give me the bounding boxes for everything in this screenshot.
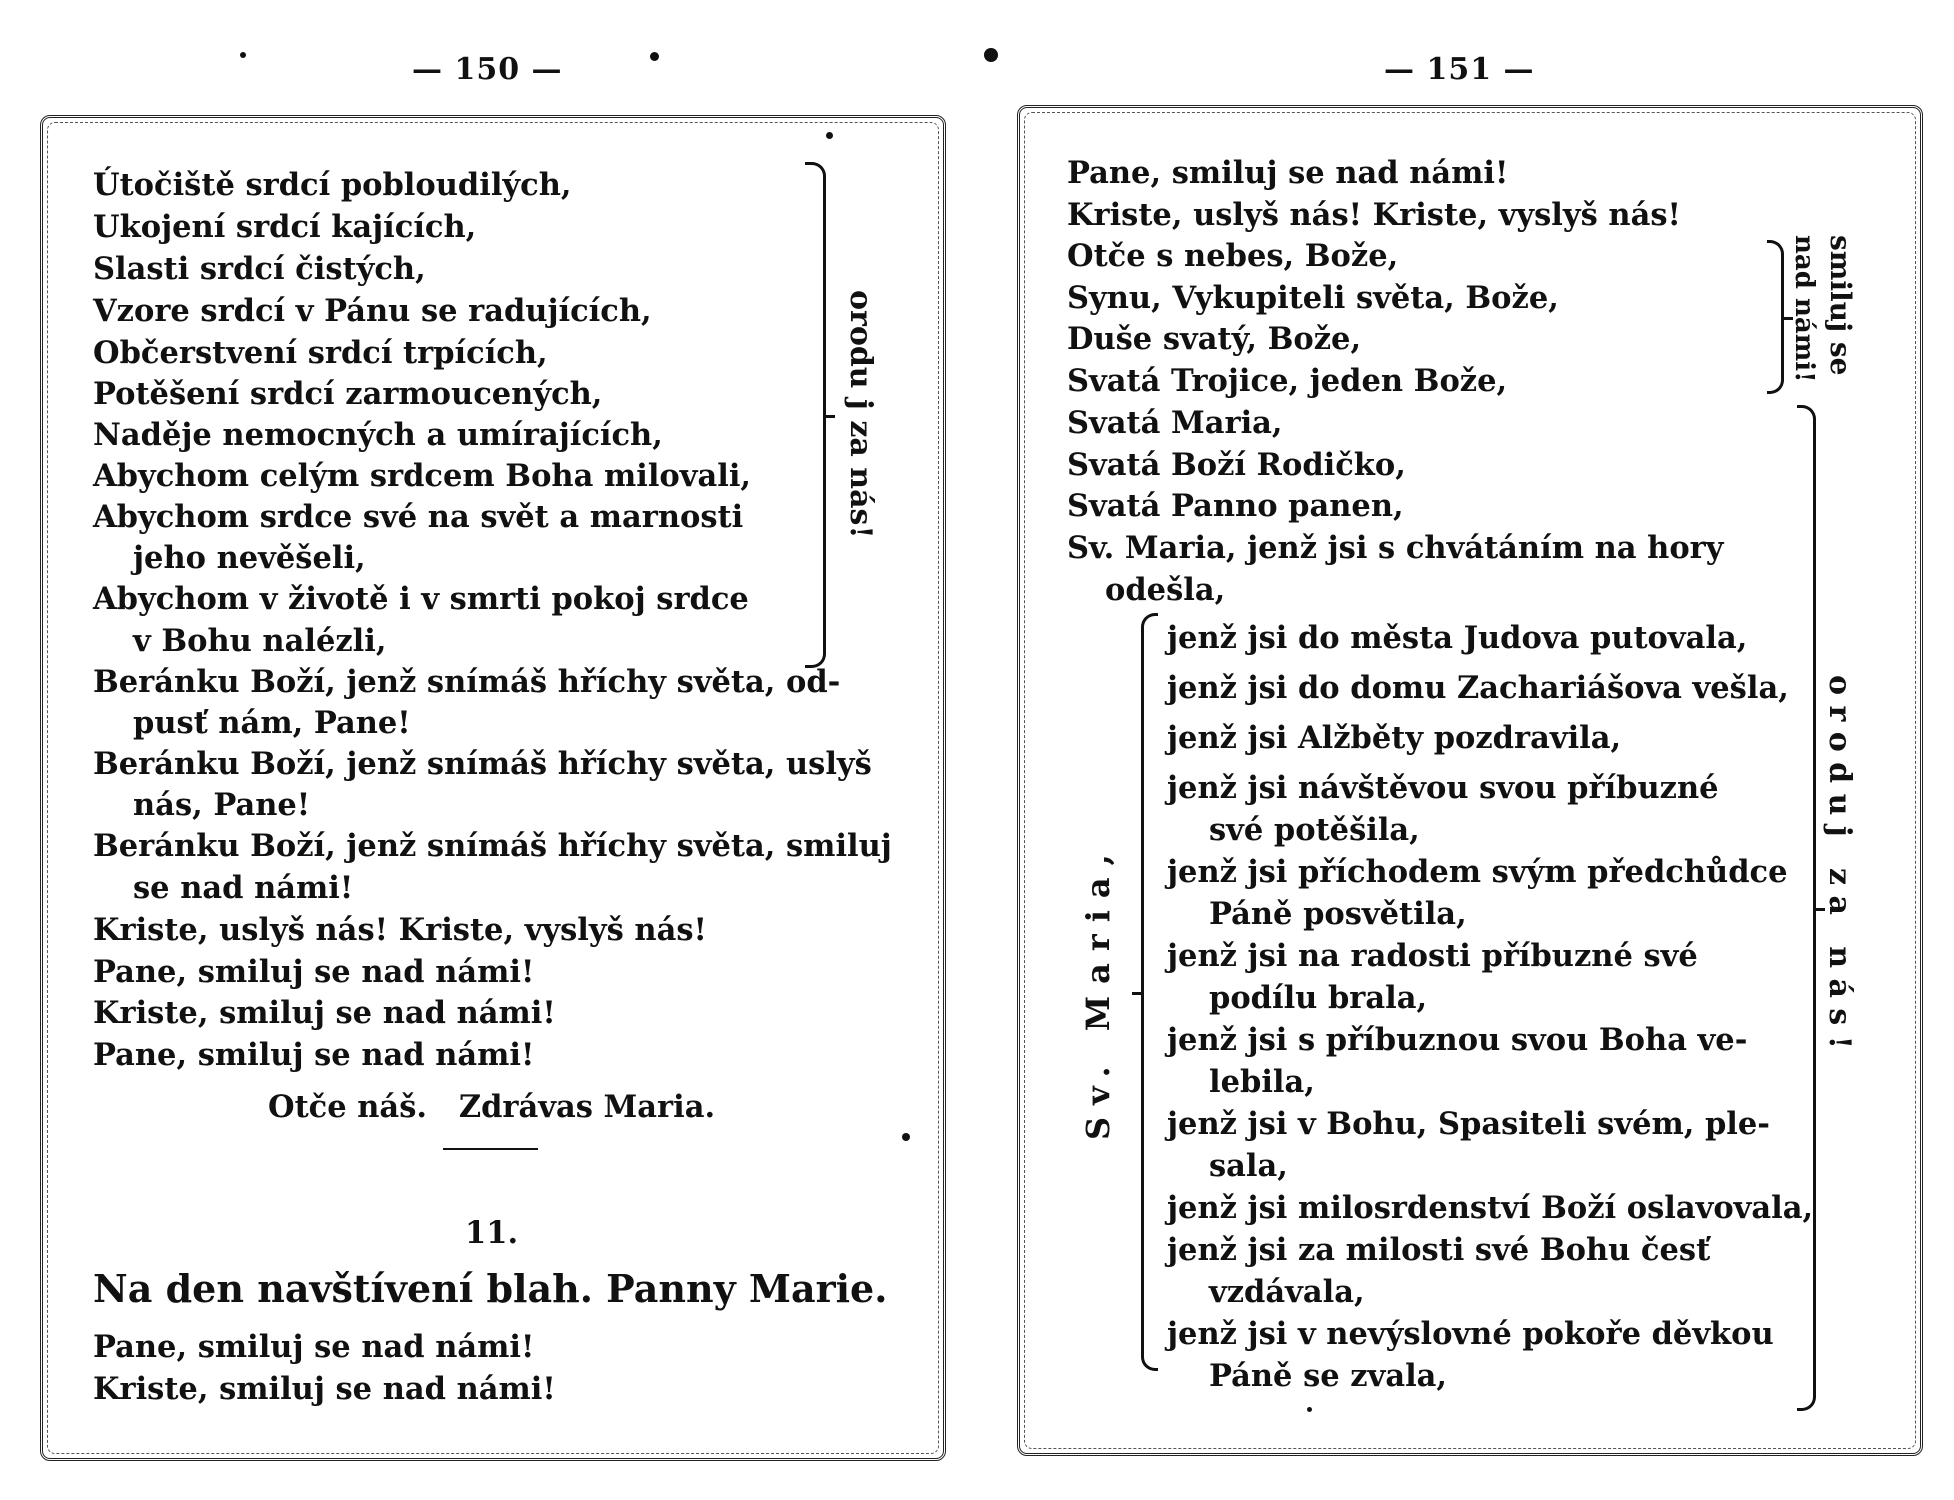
section-line: Pane, smiluj se nad námi! [93,1329,535,1365]
closing-line: pusť nám, Pane! [133,705,411,741]
inner-line: jenž jsi Alžběty pozdravila, [1167,720,1622,756]
section-number: 11. [465,1215,519,1251]
litany-line: Občerstvení srdcí trpících, [93,335,548,371]
section-divider [443,1148,538,1150]
inner-line: podílu brala, [1209,980,1428,1016]
section-line: Kriste, smiluj se nad námi! [93,1371,556,1407]
litany-line: Abychom srdce své na svět a marnosti [93,499,744,535]
inner-line: vzdávala, [1209,1274,1365,1310]
litany-line: Potěšení srdcí zarmoucených, [93,376,603,412]
closing-line: nás, Pane! [133,787,311,823]
opening-line: Pane, smiluj se nad námi! [1067,155,1509,191]
closing-line: Pane, smiluj se nad námi! [93,954,535,990]
inner-line: Páně se zvala, [1209,1358,1448,1394]
mary-line: Svatá Panno panen, [1067,488,1404,524]
inner-line: jenž jsi do domu Zachariášova vešla, [1167,670,1789,706]
section-title: Na den navštívení blah. Panny Marie. [93,1266,888,1311]
trinity-line: Synu, Vykupiteli světa, Bože, [1067,280,1559,316]
left-brace [1141,613,1158,1371]
inner-line: jenž jsi v nevýslovné pokoře děvkou [1167,1316,1774,1352]
litany-line: Naděje nemocných a umírajících, [93,417,663,453]
print-speck [650,52,659,61]
inner-line: lebila, [1209,1064,1315,1100]
prayers-line: Otče náš. Zdrávas Maria. [268,1089,716,1125]
inner-line: jenž jsi do města Judova putovala, [1167,620,1748,656]
inner-line: jenž jsi příchodem svým předchůdce [1167,854,1788,890]
inner-line: jenž jsi za milosti své Bohu česť [1167,1232,1711,1268]
litany-line: Ukojení srdcí kajících, [93,209,477,245]
print-speck [902,1133,910,1141]
litany-line: jeho nevěšeli, [133,540,366,576]
closing-line: se nad námi! [133,870,354,906]
print-speck [240,52,246,58]
inner-line: jenž jsi s příbuznou svou Boha ve- [1167,1022,1748,1058]
mary-line: odešla, [1105,572,1226,608]
side-label-vertical: Sv. Maria, [1079,842,1117,1140]
closing-line: Pane, smiluj se nad námi! [93,1037,535,1073]
right-page [977,0,1954,1500]
right-brace [1767,240,1784,394]
inner-line: jenž jsi milosrdenství Boží oslavovala, [1167,1190,1814,1226]
inner-line: Páně posvětila, [1209,896,1467,932]
inner-line: své potěšila, [1209,812,1420,848]
response-vertical: orodu j za nás! [843,290,878,539]
opening-line: Kriste, uslyš nás! Kriste, vyslyš nás! [1067,197,1681,233]
print-speck [826,132,833,139]
closing-line: Beránku Boží, jenž snímáš hříchy světa, od- [93,664,841,700]
trinity-line: Otče s nebes, Bože, [1067,238,1399,274]
page-number: — 150 — [412,52,563,87]
litany-line: v Bohu nalézli, [133,623,387,659]
closing-line: Beránku Boží, jenž snímáš hříchy světa, smiluj [93,828,892,864]
litany-line: Slasti srdcí čistých, [93,251,426,287]
page-number: — 151 — [1384,52,1535,87]
trinity-line: Svatá Trojice, jeden Bože, [1067,363,1508,399]
closing-line: Beránku Boží, jenž snímáš hříchy světa, uslyš [93,746,872,782]
litany-line: Abychom v životě i v smrti pokoj srdce [93,581,749,617]
closing-line: Kriste, uslyš nás! Kriste, vyslyš nás! [93,912,707,948]
response-vertical: smiluj se [1824,235,1857,376]
response-vertical: nad námi! [1789,235,1819,383]
right-brace [1797,405,1816,1411]
print-speck [984,48,998,62]
inner-line: sala, [1209,1148,1288,1184]
inner-line: jenž jsi v Bohu, Spasiteli svém, ple- [1167,1106,1770,1142]
inner-line: jenž jsi návštěvou svou příbuzné [1167,770,1719,806]
right-brace [805,162,826,668]
response-vertical: o r o d u j z a n á s ! [1822,675,1857,1049]
print-speck [1307,1407,1312,1412]
mary-line: Sv. Maria, jenž jsi s chvátáním na hory [1067,530,1724,566]
trinity-line: Duše svatý, Bože, [1067,321,1362,357]
litany-line: Útočiště srdcí pobloudilých, [93,167,572,203]
litany-line: Vzore srdcí v Pánu se radujících, [93,293,652,329]
inner-line: jenž jsi na radosti příbuzné své [1167,938,1698,974]
mary-line: Svatá Maria, [1067,405,1283,441]
litany-line: Abychom celým srdcem Boha milovali, [93,458,752,494]
closing-line: Kriste, smiluj se nad námi! [93,995,556,1031]
mary-line: Svatá Boží Rodičko, [1067,447,1406,483]
